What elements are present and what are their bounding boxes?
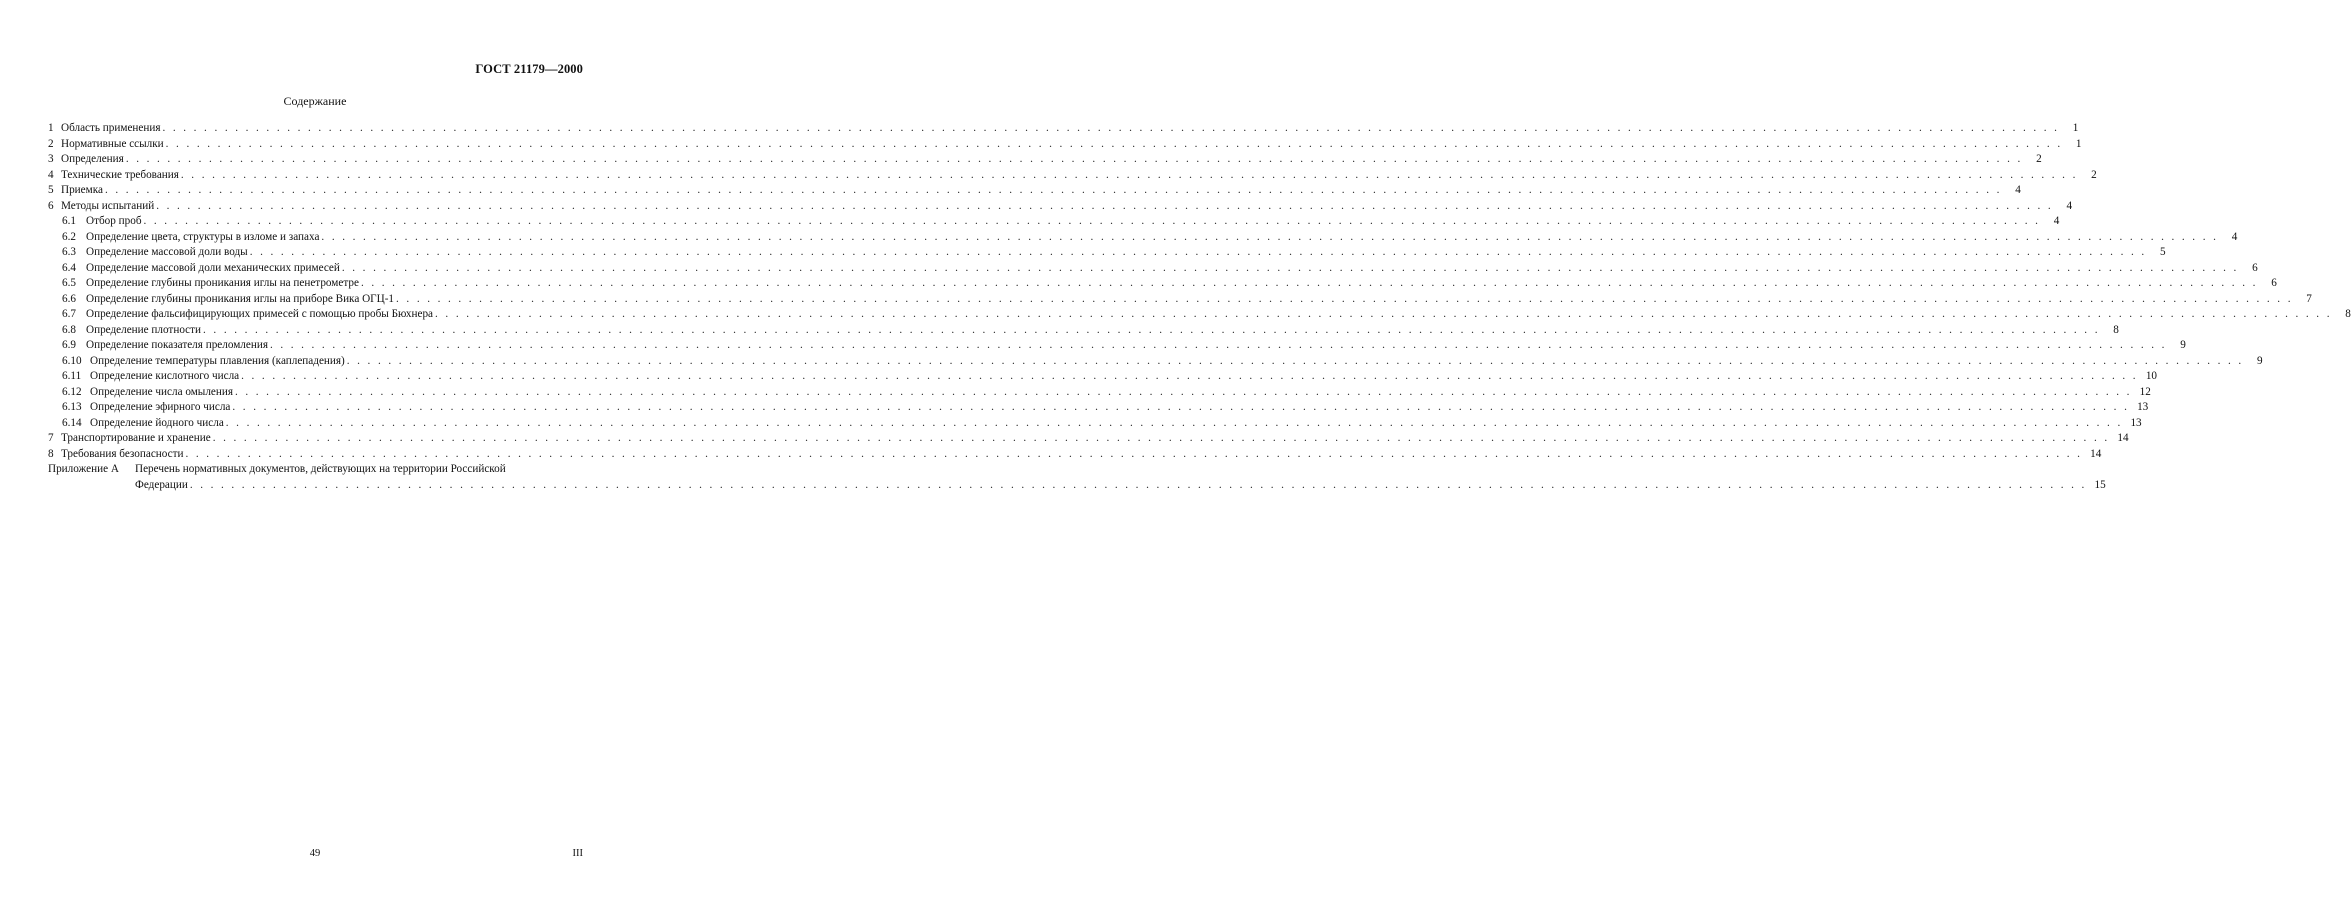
toc-leader-dots [250,245,2147,261]
toc-leader-dots [241,369,2138,385]
toc-entry-page: 8 [2113,323,2119,336]
toc-entry-2[interactable] [48,137,2082,153]
toc-leader-dots [185,447,2082,463]
toc-entry-number: 6.9 [62,339,76,351]
toc-entry-6-14[interactable] [48,416,2142,432]
toc-entry-label: Определение температуры плавления (каплепадения) [90,354,345,367]
toc-entry-4[interactable] [48,168,2097,184]
toc-entry-page: 7 [2306,292,2312,305]
toc-entry-label: Определение цвета, структуры в изломе и запаха [86,230,320,243]
toc-entry-page: 4 [2015,184,2021,196]
toc-entry-number: 6.4 [62,261,76,274]
toc-entry-number: 7 [48,432,54,444]
toc-entry-page: 13 [2137,401,2149,413]
toc-entry-page: 15 [2094,478,2106,491]
toc-leader-dots [190,478,2087,494]
toc-entry-label: Определения [61,153,124,165]
toc-entry-1[interactable] [48,121,2079,137]
toc-entry-page: 1 [2072,122,2079,134]
toc-leader-dots [181,168,2078,184]
toc-leader-dots [347,354,2244,370]
toc-entry-label: Транспортирование и хранение [61,432,211,444]
toc-entry-number: 6.12 [62,385,82,398]
toc-leader-dots [270,338,2167,354]
annex-title-line-2-row [135,478,2106,494]
toc-entry-page: 10 [2145,370,2157,382]
toc-leader-dots [203,323,2100,339]
toc-entry-page: 6 [2252,261,2258,274]
toc-entry-8[interactable] [48,447,2102,463]
toc-entry-label: Определение эфирного числа [90,401,231,413]
annex-title-line-1: Перечень нормативных документов, действующих на территории Российской [135,463,506,475]
toc-entry-page: 9 [2257,354,2263,367]
toc-entry-page: 6 [2271,277,2277,289]
toc-entry-label: Отбор проб [86,215,142,227]
toc-entry-label: Приемка [61,184,103,196]
toc-entry-label: Нормативные ссылки [61,137,164,150]
toc-entry-page: 9 [2180,339,2186,351]
toc-entry-label: Определение числа омыления [90,385,233,398]
toc-entry-label: Определение йодного числа [90,416,224,429]
toc-entry-6-13[interactable] [48,400,2149,416]
toc-entry-5[interactable] [48,183,2021,199]
toc-leader-dots [166,137,2063,153]
footer-roman-page: III [572,848,583,859]
toc-leader-dots [162,121,2059,137]
toc-entry-number: 8 [48,447,54,460]
toc-entry-page: 13 [2130,416,2142,429]
toc-entry-page: 8 [2345,308,2351,320]
toc-leader-dots [156,199,2053,215]
toc-entry-7[interactable] [48,431,2129,447]
toc-entry-page: 4 [2053,215,2060,227]
toc-entry-label: Определение глубины проникания иглы на пенетрометре [86,277,359,289]
toc-entry-6[interactable] [48,199,2073,215]
toc-entry-6-9[interactable] [48,338,2186,354]
toc-entry-label: Методы испытаний [61,199,155,212]
toc-entry-annex-a[interactable] [48,462,2106,493]
annex-label: Приложение А [48,463,119,475]
toc-leader-dots [144,214,2041,230]
toc-entry-6-7[interactable] [48,307,2351,323]
toc-entry-label: Определение плотности [86,323,202,336]
toc-entry-page: 12 [2139,385,2151,398]
toc-entry-6-12[interactable] [48,385,2151,401]
toc-entry-number: 1 [48,122,54,134]
toc-entry-6-8[interactable] [48,323,2119,339]
toc-entry-number: 6.2 [62,230,76,243]
toc-entry-number: 6.1 [62,215,76,227]
toc-entry-number: 6.8 [62,323,76,336]
annex-body [135,462,2106,493]
toc-entry-label: Определение кислотного числа [90,370,240,382]
toc-entry-6-3[interactable] [48,245,2166,261]
toc-entry-label: Определение показателя преломления [86,339,268,351]
toc-leader-dots [321,230,2218,246]
toc-entry-6-11[interactable] [48,369,2157,385]
toc-entry-number: 5 [48,184,54,196]
toc-entry-6-1[interactable] [48,214,2060,230]
toc-entry-page: 4 [2066,199,2073,212]
toc-entry-page: 5 [2159,246,2166,258]
toc-leader-dots [126,152,2023,168]
toc-entry-number: 6.6 [62,292,76,305]
toc-entry-label: Требования безопасности [61,447,184,460]
toc-entry-number: 6.7 [62,308,76,320]
toc-leader-dots [342,261,2239,277]
toc-entry-6-2[interactable] [48,230,2238,246]
toc-entry-6-4[interactable] [48,261,2258,277]
toc-entry-6-6[interactable] [48,292,2312,308]
toc-entry-page: 2 [2091,168,2097,181]
toc-entry-page: 14 [2117,432,2129,444]
toc-entry-page: 1 [2075,137,2082,150]
toc-entry-number: 6.10 [62,354,82,367]
toc-leader-dots [435,307,2332,323]
toc-leader-dots [232,400,2129,416]
toc-entry-label: Область применения [61,122,161,134]
toc-entry-label: Определение глубины проникания иглы на приборе Вика ОГЦ-1 [86,292,395,305]
toc-entry-label: Определение массовой доли воды [86,246,248,258]
toc-title: Содержание [283,94,347,108]
toc-entry-number: 6.3 [62,246,76,258]
toc-leader-dots [396,292,2293,308]
footer-page-number: 49 [309,848,321,859]
toc-entry-page: 4 [2231,230,2238,243]
toc-entry-number: 4 [48,168,54,181]
toc-entry-number: 3 [48,153,54,165]
toc-leader-dots [361,276,2258,292]
toc-entry-3[interactable] [48,152,2042,168]
toc-entry-number: 6.5 [62,277,76,289]
document-code: ГОСТ 21179—2000 [475,62,583,76]
toc-leader-dots [213,431,2110,447]
annex-title-line-2: Федерации [135,478,188,491]
toc-entry-number: 6.13 [62,401,82,413]
toc-entry-label: Определение фальсифицирующих примесей с помощью пробы Бюхнера [86,308,434,320]
toc-entry-6-10[interactable] [48,354,2263,370]
table-of-contents [48,121,2351,493]
toc-entry-number: 6.14 [62,416,82,429]
toc-entry-page: 2 [2036,153,2042,165]
toc-entry-label: Технические требования [61,168,179,181]
toc-entry-page: 14 [2090,447,2102,460]
toc-leader-dots [226,416,2123,432]
toc-entry-6-5[interactable] [48,276,2277,292]
toc-leader-dots [235,385,2132,401]
toc-entry-number: 6 [48,199,54,212]
toc-leader-dots [105,183,2002,199]
toc-entry-number: 2 [48,137,54,150]
toc-entry-number: 6.11 [62,370,82,382]
toc-entry-label: Определение массовой доли механических примесей [86,261,340,274]
